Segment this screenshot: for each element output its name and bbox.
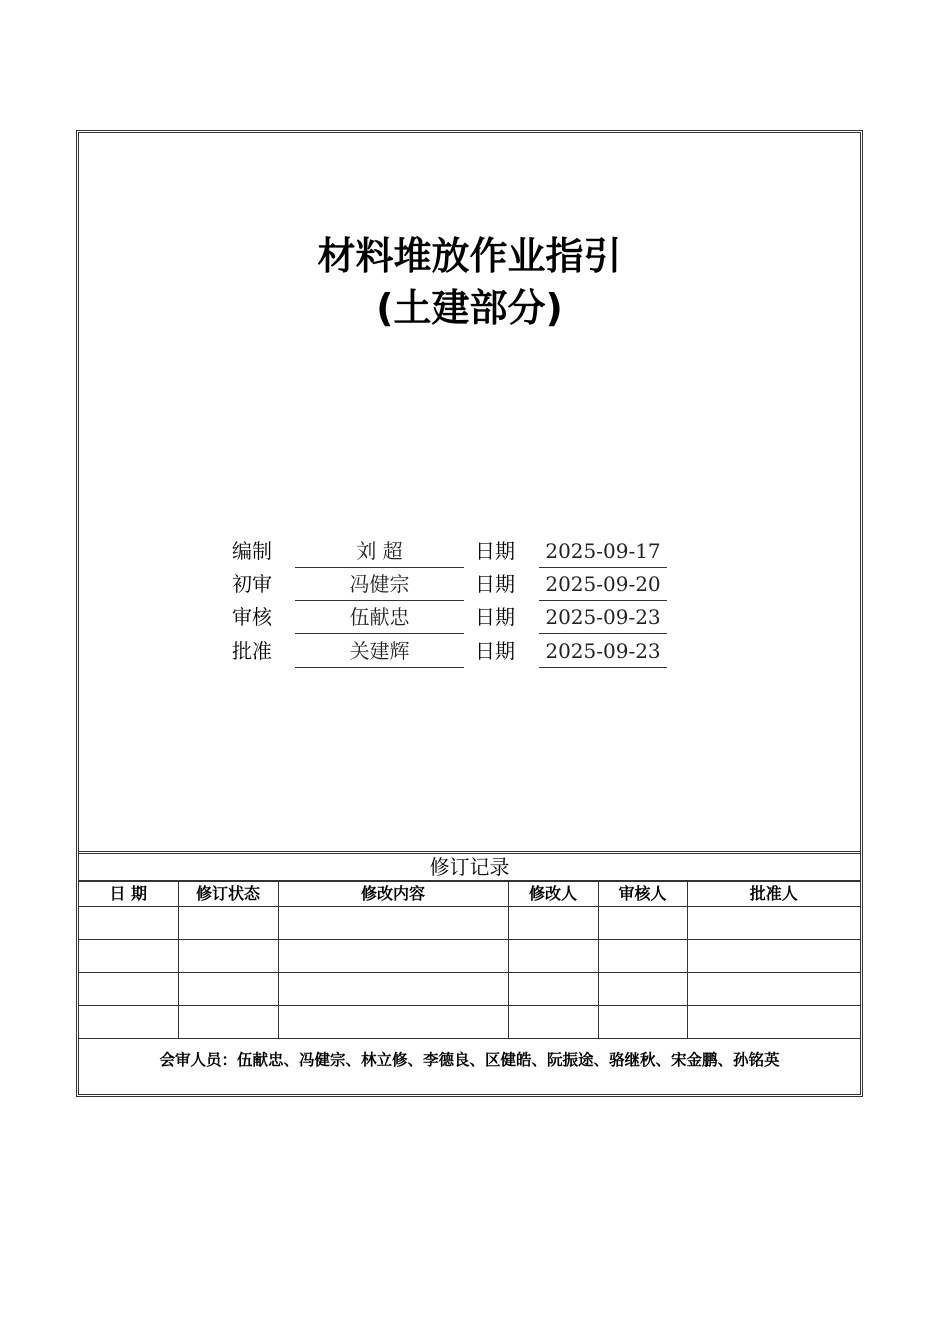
column-header: 修订状态 [178, 882, 278, 907]
table-cell[interactable] [598, 1006, 687, 1039]
table-cell[interactable] [278, 973, 508, 1006]
column-header: 修改人 [508, 882, 598, 907]
table-cell[interactable] [598, 973, 687, 1006]
table-row [79, 1006, 860, 1039]
revision-caption: 修订记录 [79, 854, 860, 881]
table-header-row [79, 882, 860, 907]
role-label: 初审 [232, 572, 272, 596]
signature-row-compiler [79, 535, 860, 567]
document-title: 材料堆放作业指引 [317, 234, 622, 278]
table-cell[interactable] [687, 1006, 860, 1039]
table-cell[interactable] [508, 1006, 598, 1039]
table-cell[interactable] [687, 940, 860, 973]
table-cell[interactable] [278, 940, 508, 973]
column-header: 日 期 [79, 882, 178, 907]
sign-date: 2025-09-23 [539, 635, 667, 668]
table-cell[interactable] [508, 973, 598, 1006]
table-cell[interactable] [79, 907, 178, 940]
date-label: 日期 [475, 572, 515, 596]
sign-date: 2025-09-23 [539, 601, 667, 634]
revision-table [79, 881, 860, 1079]
date-label: 日期 [475, 639, 515, 663]
table-cell[interactable] [278, 907, 508, 940]
signature-block [79, 535, 860, 675]
date-label: 日期 [475, 605, 515, 629]
role-label: 批准 [232, 639, 272, 663]
signature-row-first-review [79, 568, 860, 600]
column-header: 修改内容 [278, 882, 508, 907]
role-label: 审核 [232, 605, 272, 629]
signature-row-approval [79, 635, 860, 667]
column-header: 审核人 [598, 882, 687, 907]
date-label: 日期 [475, 539, 515, 563]
document-frame [76, 130, 863, 1097]
role-label: 编制 [232, 539, 272, 563]
table-row [79, 973, 860, 1006]
signer-name: 伍献忠 [295, 601, 464, 634]
revision-record [79, 851, 860, 1079]
table-row [79, 907, 860, 940]
signer-name: 刘 超 [295, 535, 464, 568]
table-row [79, 940, 860, 973]
table-cell[interactable] [178, 973, 278, 1006]
table-cell[interactable] [508, 907, 598, 940]
signature-row-audit [79, 601, 860, 633]
table-cell[interactable] [79, 973, 178, 1006]
table-cell[interactable] [278, 1006, 508, 1039]
sign-date: 2025-09-20 [539, 568, 667, 601]
table-cell[interactable] [687, 973, 860, 1006]
table-cell[interactable] [598, 940, 687, 973]
sign-date: 2025-09-17 [539, 535, 667, 568]
column-header: 批准人 [687, 882, 860, 907]
signer-name: 关建辉 [295, 635, 464, 668]
document-subtitle: (土建部分) [376, 286, 563, 330]
table-cell[interactable] [79, 1006, 178, 1039]
members-row [79, 1039, 860, 1080]
table-cell[interactable] [508, 940, 598, 973]
table-cell[interactable] [79, 940, 178, 973]
review-members: 会审人员：伍献忠、冯健宗、林立修、李德良、区健皓、阮振途、骆继秋、宋金鹏、孙铭英 [79, 1039, 860, 1080]
table-cell[interactable] [178, 1006, 278, 1039]
table-cell[interactable] [178, 907, 278, 940]
table-cell[interactable] [687, 907, 860, 940]
table-cell[interactable] [178, 940, 278, 973]
signer-name: 冯健宗 [295, 568, 464, 601]
table-cell[interactable] [598, 907, 687, 940]
